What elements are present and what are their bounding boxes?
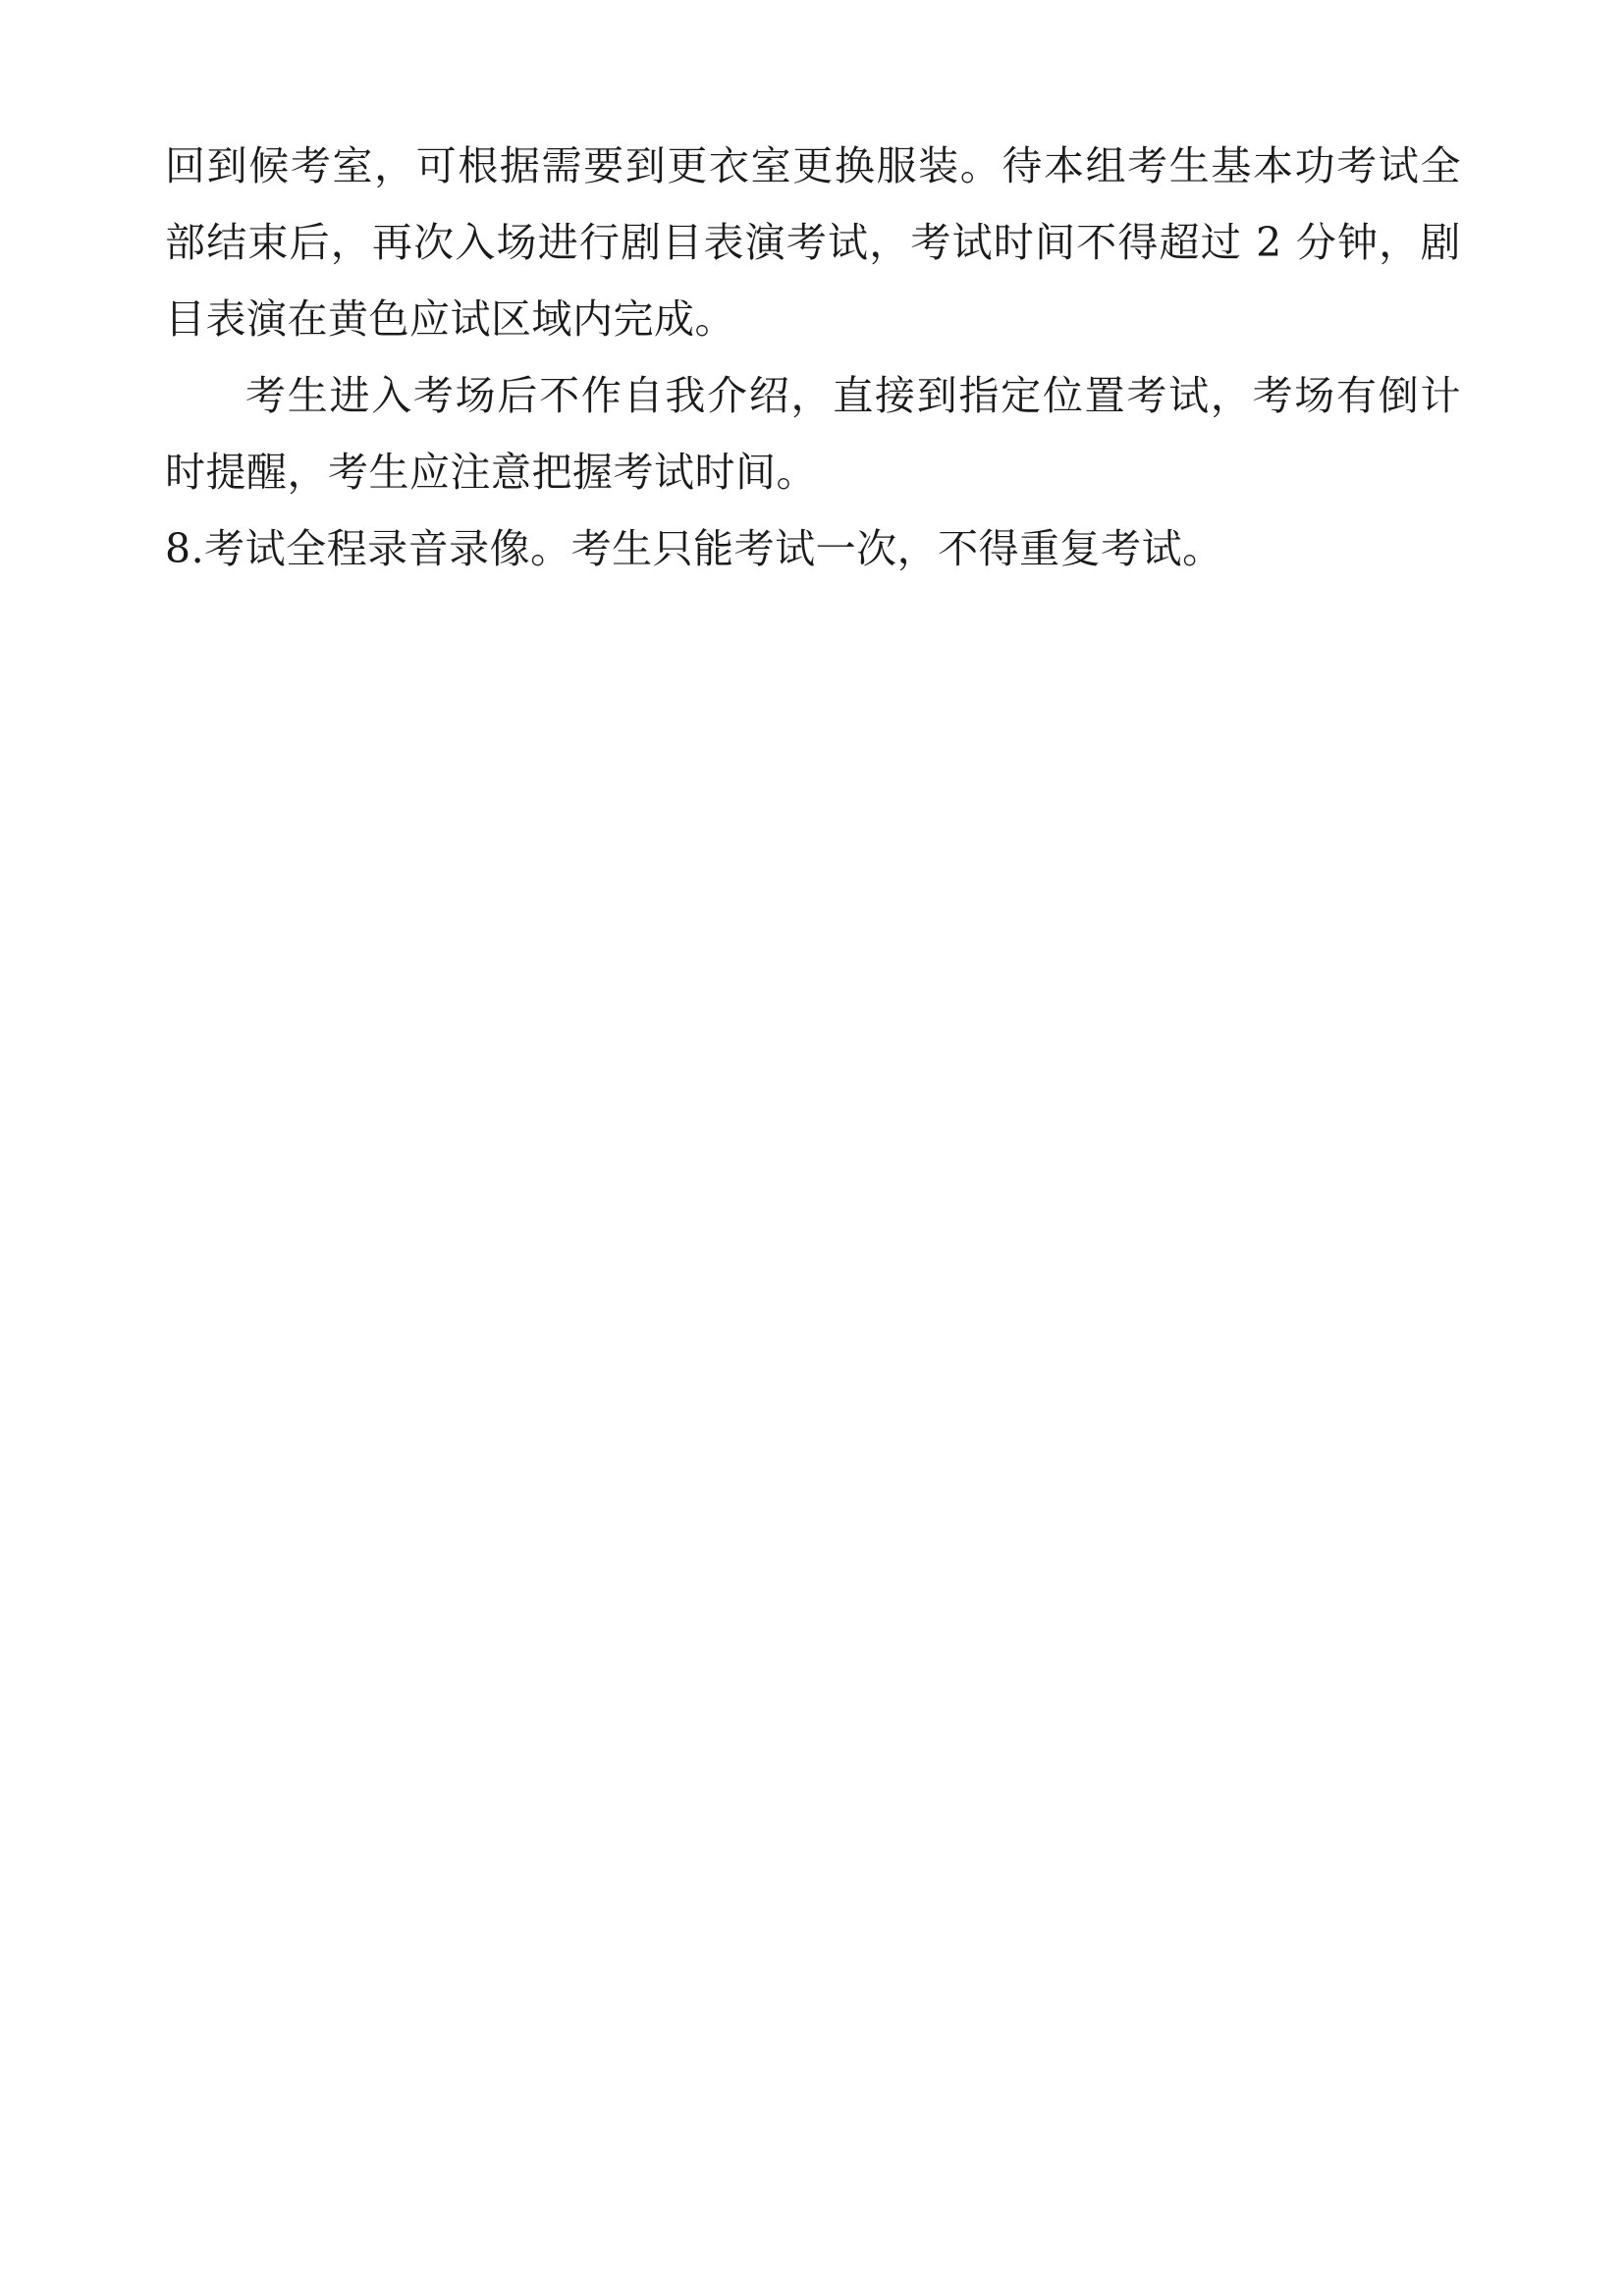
document-body (165, 128, 1461, 587)
paragraph-continued: 回到候考室，可根据需要到更衣室更换服装。待本组考生基本功考试全部结束后，再次入场进行剧目表演考试，考试时间不得超过 2 分钟，剧目表演在黄色应试区域内完成。 (165, 142, 1461, 343)
paragraph-exam-entry: 考生进入考场后不作自我介绍，直接到指定位置考试，考场有倒计时提醒，考生应注意把握考试时间。 (165, 372, 1461, 496)
paragraph-item-8: 8.考试全程录音录像。考生只能考试一次，不得重复考试。 (165, 525, 1223, 572)
